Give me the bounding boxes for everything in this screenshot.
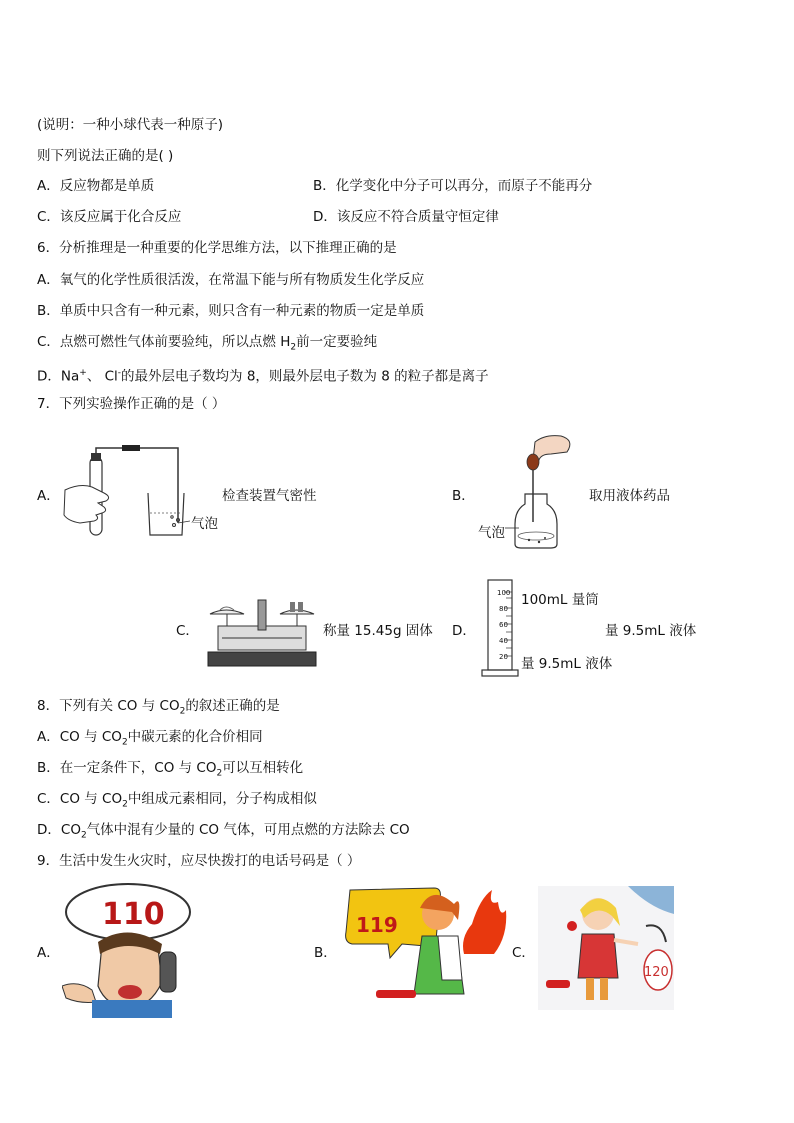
- q8-option-d: D．$CO_2$气体中混有少量的 CO 气体，可用点燃的方法除去 CO: [37, 822, 410, 841]
- q7-letter-b: B．: [452, 488, 475, 504]
- cylinder-tick-60: 60: [499, 621, 508, 629]
- q8-stem: 8．下列有关 CO 与 $CO_2$的叙述正确的是: [37, 698, 280, 717]
- q9-number-a: 110: [102, 897, 165, 932]
- q9-number-c: 120: [644, 965, 669, 980]
- q7-bubble-label-b: 气泡: [478, 525, 505, 541]
- cylinder-tick-80: 80: [499, 605, 508, 613]
- q7-caption-a: 检查装置气密性: [222, 488, 317, 504]
- phone-110-figure: [62, 882, 194, 1018]
- q5-option-d: D．该反应不符合质量守恒定律: [313, 209, 499, 225]
- phone-120-figure: [538, 886, 674, 1010]
- airtight-check-figure: [60, 445, 190, 540]
- q5-option-b: B．化学变化中分子可以再分，而原子不能再分: [313, 178, 593, 194]
- q8-option-b: B．在一定条件下，CO 与 $CO_2$可以互相转化: [37, 760, 304, 779]
- q6-stem: 6．分析推理是一种重要的化学思维方法，以下推理正确的是: [37, 240, 397, 256]
- cylinder-tick-40: 40: [499, 637, 508, 645]
- q9-letter-c: C．: [512, 945, 535, 961]
- q6-option-a: A．氧气的化学性质很活泼，在常温下能与所有物质发生化学反应: [37, 272, 425, 288]
- q7-bubble-label-a: 气泡: [191, 516, 218, 532]
- q7-cylinder-reading: 量 9.5mL 液体: [521, 656, 613, 672]
- cylinder-tick-100: 100: [497, 589, 511, 597]
- q5-option-c: C．该反应属于化合反应: [37, 209, 182, 225]
- q5-stem: 则下列说法正确的是( ): [37, 148, 174, 164]
- q7-caption-d: 量 9.5mL 液体: [605, 623, 697, 639]
- q7-cylinder-label: 100mL 量筒: [521, 592, 599, 608]
- cylinder-tick-20: 20: [499, 653, 508, 661]
- q9-number-b: 119: [356, 913, 398, 937]
- q7-letter-d: D．: [452, 623, 476, 639]
- q7-caption-b: 取用液体药品: [589, 488, 670, 504]
- q8-option-c: C．CO 与 $CO_2$中组成元素相同，分子构成相似: [37, 791, 317, 810]
- balance-figure: [204, 590, 320, 670]
- phone-119-figure: [342, 884, 508, 1004]
- note-text: (说明：一种小球代表一种原子): [37, 117, 224, 133]
- q6-option-c: C．点燃可燃性气体前要验纯，所以点燃 $H_2$前一定要验纯: [37, 334, 378, 353]
- q7-letter-c: C．: [176, 623, 199, 639]
- q7-stem: 7．下列实验操作正确的是（ ）: [37, 396, 226, 412]
- q8-option-a: A．CO 与 $CO_2$中碳元素的化合价相同: [37, 729, 263, 748]
- q5-option-a: A．反应物都是单质: [37, 178, 155, 194]
- q7-caption-c: 称量 15.45g 固体: [323, 623, 433, 639]
- q6-option-d: D．Na+、 Cl-的最外层电子数均为 8，则最外层电子数为 8 的粒子都是离子: [37, 368, 489, 385]
- q7-letter-a: A．: [37, 488, 60, 504]
- dropper-figure: [495, 432, 585, 552]
- q9-letter-b: B．: [314, 945, 337, 961]
- q9-stem: 9．生活中发生火灾时，应尽快拨打的电话号码是（ ）: [37, 853, 361, 869]
- q6-option-b: B．单质中只含有一种元素，则只含有一种元素的物质一定是单质: [37, 303, 425, 319]
- q9-letter-a: A．: [37, 945, 60, 961]
